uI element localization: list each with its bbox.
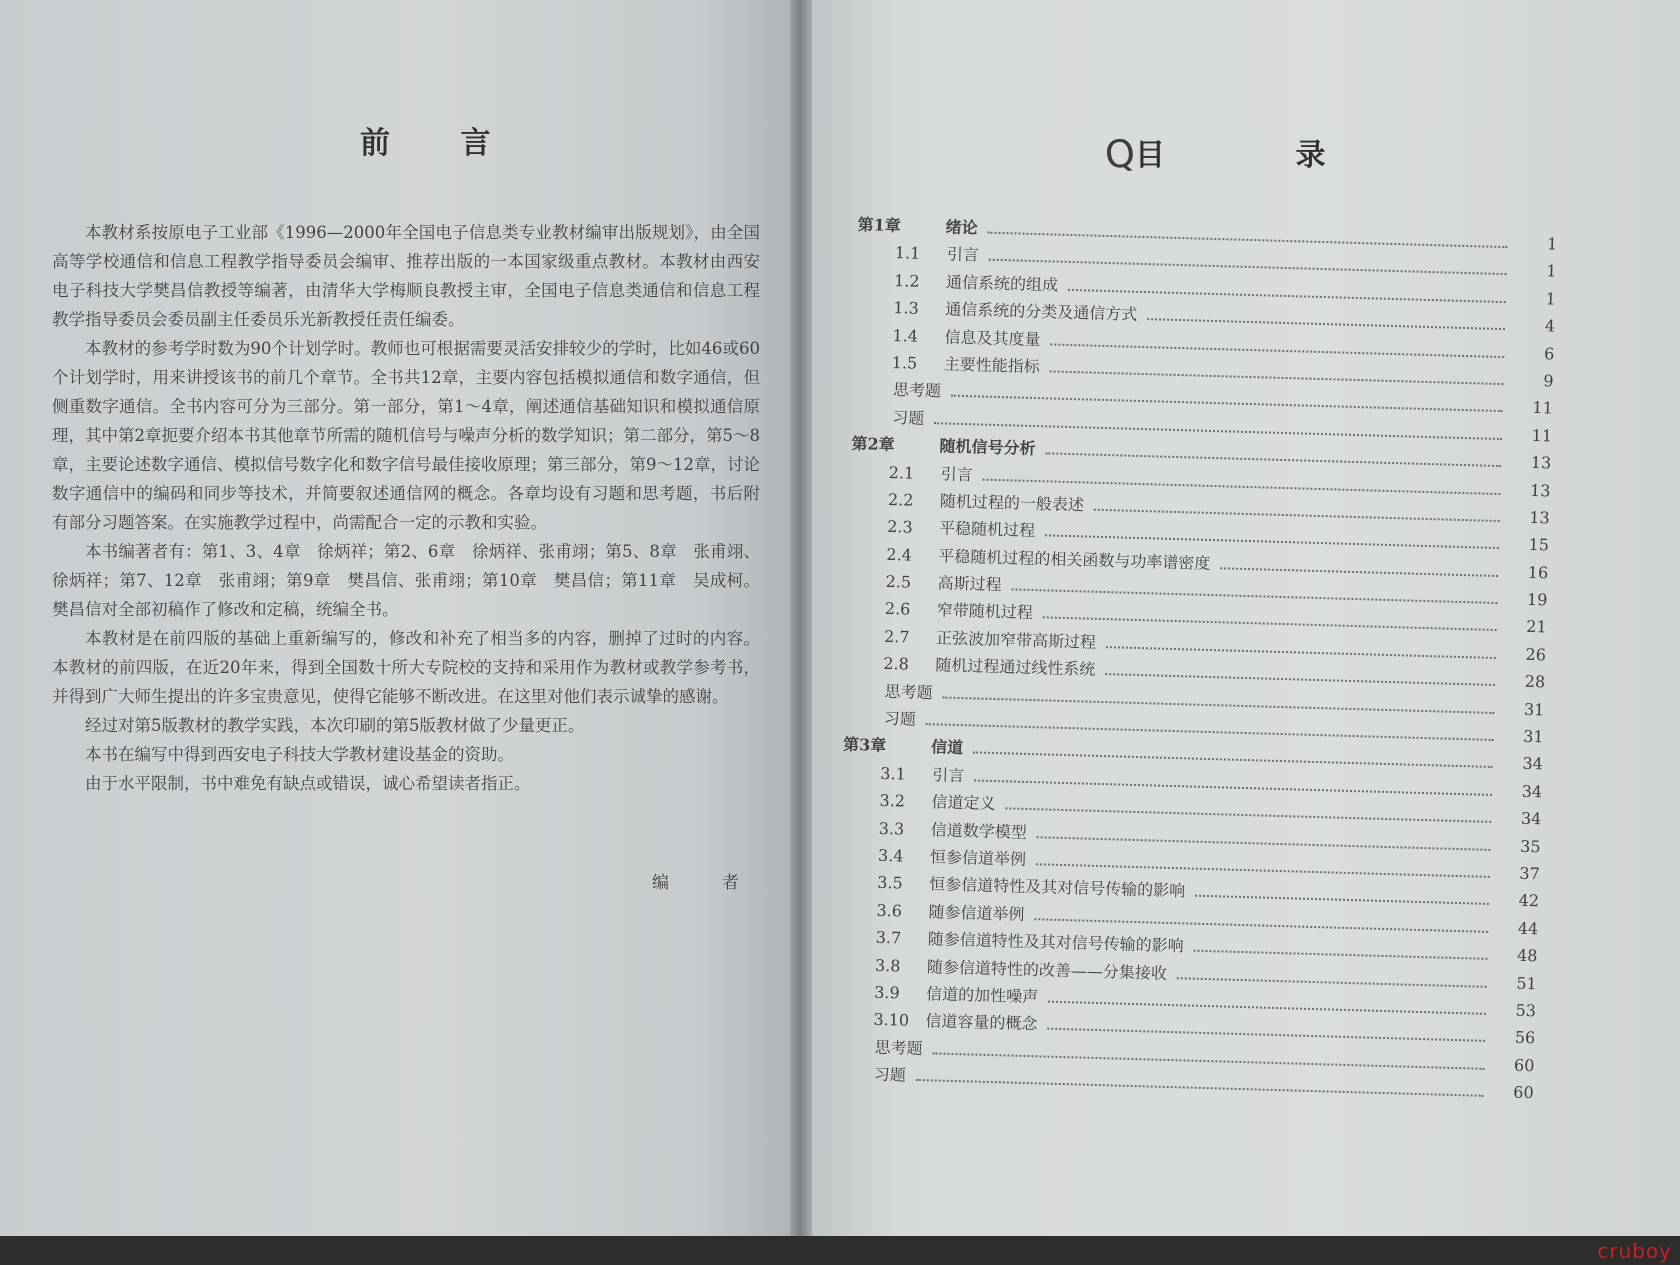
- toc-entry-number: 第2章: [851, 434, 895, 455]
- toc-entry-label: [835, 1006, 1044, 1035]
- toc-entry-title: 平稳随机过程: [938, 518, 1036, 541]
- book-gutter: [790, 0, 812, 1245]
- toc-entry-title: 随机信号分析: [939, 436, 1036, 459]
- toc-entry-label: [844, 677, 939, 703]
- toc-page-number: 35: [1519, 836, 1541, 856]
- toc-entry-title: 随机过程的一般表述: [939, 491, 1085, 515]
- toc-entry-label: [854, 349, 1047, 377]
- toc-entry-number: 1.2: [893, 270, 920, 291]
- toc-entry-number: 1.3: [893, 298, 920, 318]
- toc-page-number: 44: [1517, 918, 1539, 939]
- toc-leader-dots: [1105, 672, 1495, 686]
- toc-entry-number: 3.2: [879, 791, 906, 811]
- toc-page-number: 6: [1543, 343, 1555, 364]
- toc-page-number: 1: [1545, 289, 1557, 309]
- toc-entry-label: [834, 1061, 913, 1086]
- toc-entry-number: 3.10: [873, 1010, 910, 1031]
- toc-entry-label: [836, 979, 1045, 1008]
- toc-page-number: 13: [1530, 453, 1552, 473]
- toc-page-number: 19: [1526, 589, 1548, 610]
- preface-body: [52, 218, 760, 798]
- preface-title: 前 言: [360, 126, 521, 161]
- toc-entry-title: 恒参信道特性及其对信号传输的影响: [928, 874, 1186, 901]
- toc-leader-dots: [1048, 1000, 1486, 1015]
- toc-entry-label: [838, 896, 1031, 924]
- toc-page-number: 34: [1521, 781, 1543, 802]
- toc-entry-title: 通信系统的分类及通信方式: [945, 299, 1138, 325]
- toc-leader-dots: [1177, 976, 1487, 988]
- toc-entry-title: 习题: [883, 708, 917, 729]
- toc-entry-title: 习题: [873, 1064, 907, 1085]
- table-surface: [0, 1236, 1680, 1265]
- toc-leader-dots: [1068, 288, 1506, 303]
- toc-page-number: 11: [1531, 425, 1553, 446]
- toc-leader-dots: [1047, 1027, 1485, 1042]
- toc-entry-title: 随参信道特性及其对信号传输的影响: [927, 929, 1184, 956]
- toc-page-number: 34: [1522, 754, 1544, 774]
- toc-entry-number: 2.6: [884, 599, 911, 620]
- toc-page-number: 53: [1515, 1000, 1537, 1021]
- toc-leader-dots: [1094, 508, 1500, 522]
- toc-entry-label: [847, 568, 1008, 595]
- toc-entry-number: 第1章: [857, 214, 902, 236]
- toc-entry-title: 信道的加性噪声: [925, 984, 1039, 1007]
- toc-entry-title: 恒参信道举例: [929, 847, 1027, 869]
- toc-page-number: 34: [1520, 808, 1542, 829]
- preface-paragraph: 本教材系按原电子工业部《1996—2000年全国电子信息类专业教材编审出版规划》，由全国高等学校通信和信息工程教学指导委员会编审、推荐出版的一本国家级重点教材。本教材由西安电子科技大学樊昌信教授等编著，由清华大学梅顺良教授主审，全国电子信息类通信和信息工程教学指导委员会委员副主任委员乐光新教授任责任编委。: [52, 223, 760, 329]
- toc-entry-label: [849, 513, 1042, 541]
- toc-entry-number: 3.7: [875, 927, 902, 948]
- toc-entry-title: 主要性能指标: [943, 354, 1041, 377]
- toc-leader-dots: [1193, 949, 1487, 960]
- toc-entry-title: 引言: [946, 244, 980, 265]
- toc-entry-number: 3.4: [877, 845, 904, 866]
- toc-entry-title: 信道数学模型: [930, 819, 1028, 842]
- toc-page-number: 31: [1523, 699, 1545, 719]
- toc-page-number: 9: [1543, 371, 1554, 391]
- toc-entry-title: 思考题: [892, 380, 942, 401]
- toc-page-number: 1: [1546, 234, 1558, 254]
- toc-entry-label: [834, 1033, 929, 1059]
- toc-entry-title: 信息及其度量: [944, 327, 1041, 349]
- toc-page-number: 13: [1529, 480, 1551, 500]
- toc-leader-dots: [1195, 894, 1489, 905]
- toc-entry-number: 第3章: [842, 735, 887, 756]
- toc-entry-label: [850, 458, 979, 485]
- toc-page-number: 60: [1513, 1055, 1535, 1075]
- toc-entry-number: 3.9: [873, 982, 900, 1003]
- toc-entry-title: 随参信道特性的改善——分集接收: [926, 956, 1168, 983]
- toc-page-number: 28: [1524, 672, 1546, 692]
- toc-page-number: 16: [1527, 562, 1549, 583]
- toc-entry-label: [853, 376, 948, 402]
- toc-page-number: 21: [1526, 617, 1547, 637]
- toc-leader-dots: [1147, 317, 1505, 330]
- preface-paragraph: 本教材是在前四版的基础上重新编写的，修改和补充了相当多的内容，删掉了过时的内容。本教材的前四版，在近20年来，得到全国数十所大专院校的支持和采用作为教材或教学参考书，并得到广大师生提出的许多宝贵意见，使得它能够不断改进。在这里对他们表示诚挚的感谢。: [52, 629, 760, 706]
- toc-page-number: 48: [1516, 945, 1538, 966]
- toc-entry-title: 思考题: [874, 1037, 923, 1058]
- toc-entry-title: 通信系统的组成: [945, 272, 1059, 295]
- toc-entry-number: 3.1: [880, 763, 907, 784]
- toc-entry-label: [842, 760, 971, 787]
- toc-entry-label: [852, 404, 931, 429]
- toc-entry-title: 平稳随机过程的相关函数与功率谱密度: [938, 546, 1211, 573]
- toc-page-number: 31: [1522, 726, 1544, 747]
- toc-entry-number: 1.5: [891, 352, 918, 373]
- toc-entry-title: 信道定义: [931, 792, 996, 814]
- toc-entry-number: 2.1: [888, 462, 915, 483]
- toc-entry-title: 引言: [940, 463, 974, 484]
- watermark: cruboy: [1597, 1239, 1672, 1263]
- preface-paragraph: 由于水平限制，书中难免有缺点或错误，诚心希望读者指正。: [85, 774, 531, 793]
- toc-entry-number: 3.8: [874, 955, 901, 976]
- toc-page-number: 13: [1529, 507, 1550, 528]
- handwritten-mark: Q: [1102, 130, 1138, 178]
- preface-paragraph: 本教材的参考学时数为90个计划学时。教师也可根据需要灵活安排较少的学时，比如46或60个计划学时，用来讲授该书的前几个章节。全书共12章，主要内容包括模拟通信和数字通信，但侧重数字通信。全书内容可分为三部分。第一部分，第1～4章，阐述通信基础知识和模拟通信原理，其中第2章扼要介绍本书其他章节所需的随机信号与噪声分析的数学知识；第二部分，第5～8章，主要论述数字通信、模拟信号数字化和数字信号最佳接收原理；第三部分，第9～12章，讨论数字通信中的编码和同步等技术，并简要叙述通信网的概念。各章均设有习题和思考题，书后附有部分习题答案。在实施教学过程中，尚需配合一定的示教和实验。: [52, 339, 760, 532]
- preface-paragraph: 经过对第5版教材的教学实践，本次印刷的第5版教材做了少量更正。: [85, 716, 585, 735]
- toc-page-number: 56: [1514, 1027, 1536, 1048]
- toc-entry-number: 3.5: [877, 873, 903, 893]
- toc-page-number: 11: [1532, 398, 1554, 418]
- toc-page-number: 1: [1546, 261, 1557, 281]
- toc-entry-label: [854, 322, 1047, 350]
- toc-entry-number: 2.8: [883, 654, 910, 674]
- toc-entry-number: 1.4: [892, 325, 919, 346]
- toc-entry-label: [840, 842, 1033, 870]
- preface-paragraph: 本书在编写中得到西安电子科技大学教材建设基金的资助。: [85, 745, 514, 764]
- toc-entry-title: 随机过程通过线性系统: [935, 655, 1096, 680]
- toc-entry-label: [851, 431, 1042, 459]
- preface-paragraph: 本书编著者有：第1、3、4章 徐炳祥；第2、6章 徐炳祥、张甫翊；第5、8章 张甫翊、徐炳祥；第7、12章 张甫翊；第9章 樊昌信、张甫翊；第10章 樊昌信；第11章 吴成柯。樊昌信对全部初稿作了修改和定稿，统编全书。: [52, 542, 760, 619]
- toc-entry-title: 随参信道举例: [928, 902, 1025, 924]
- toc-entry-title: 思考题: [884, 681, 933, 702]
- toc-entry-title: 窄带随机过程: [936, 600, 1034, 623]
- toc-entry-title: 高斯过程: [937, 573, 1002, 595]
- toc-page-number: 37: [1519, 863, 1541, 884]
- toc-page-number: 51: [1516, 973, 1537, 993]
- toc-entry-title: 信道容量的概念: [925, 1011, 1038, 1034]
- toc-entry-title: 绪论: [945, 217, 978, 238]
- toc-leader-dots: [1220, 566, 1498, 577]
- toc-entry-title: 习题: [892, 407, 925, 428]
- toc-entry-number: 2.7: [883, 626, 910, 647]
- toc-page-number: 60: [1513, 1082, 1534, 1103]
- toc-entry-number: 2.4: [886, 544, 913, 565]
- toc-entry-label: [857, 239, 986, 266]
- toc-entry-label: [847, 595, 1040, 623]
- toc-list: [834, 212, 1558, 1108]
- toc-page-number: 26: [1525, 644, 1547, 665]
- toc-page-number: 42: [1518, 891, 1540, 911]
- toc-entry-number: 1.1: [894, 243, 921, 264]
- toc-entry-label: [856, 267, 1065, 296]
- toc-entry-number: 2.5: [885, 571, 912, 592]
- toc-page-number: 15: [1528, 535, 1550, 555]
- toc-entry-label: [841, 814, 1034, 842]
- toc-entry-number: 2.2: [887, 489, 914, 510]
- toc-leader-dots: [1106, 645, 1496, 659]
- toc-entry-title: 正弦波加窄带高斯过程: [935, 628, 1097, 652]
- toc-entry-number: 3.6: [876, 900, 903, 921]
- toc-title: 目 录: [1135, 138, 1386, 173]
- toc-entry-title: 信道: [930, 737, 964, 758]
- toc-page-number: 4: [1544, 316, 1556, 336]
- preface-signature: 编 者: [652, 873, 757, 893]
- toc-entry-title: 引言: [932, 765, 965, 785]
- toc-entry-number: 3.3: [878, 818, 905, 839]
- toc-entry-label: [844, 705, 923, 730]
- toc-entry-label: [841, 787, 1002, 814]
- toc-entry-label: [843, 732, 970, 759]
- toc-entry-number: 2.3: [886, 517, 913, 537]
- toc-entry-label: [857, 212, 984, 239]
